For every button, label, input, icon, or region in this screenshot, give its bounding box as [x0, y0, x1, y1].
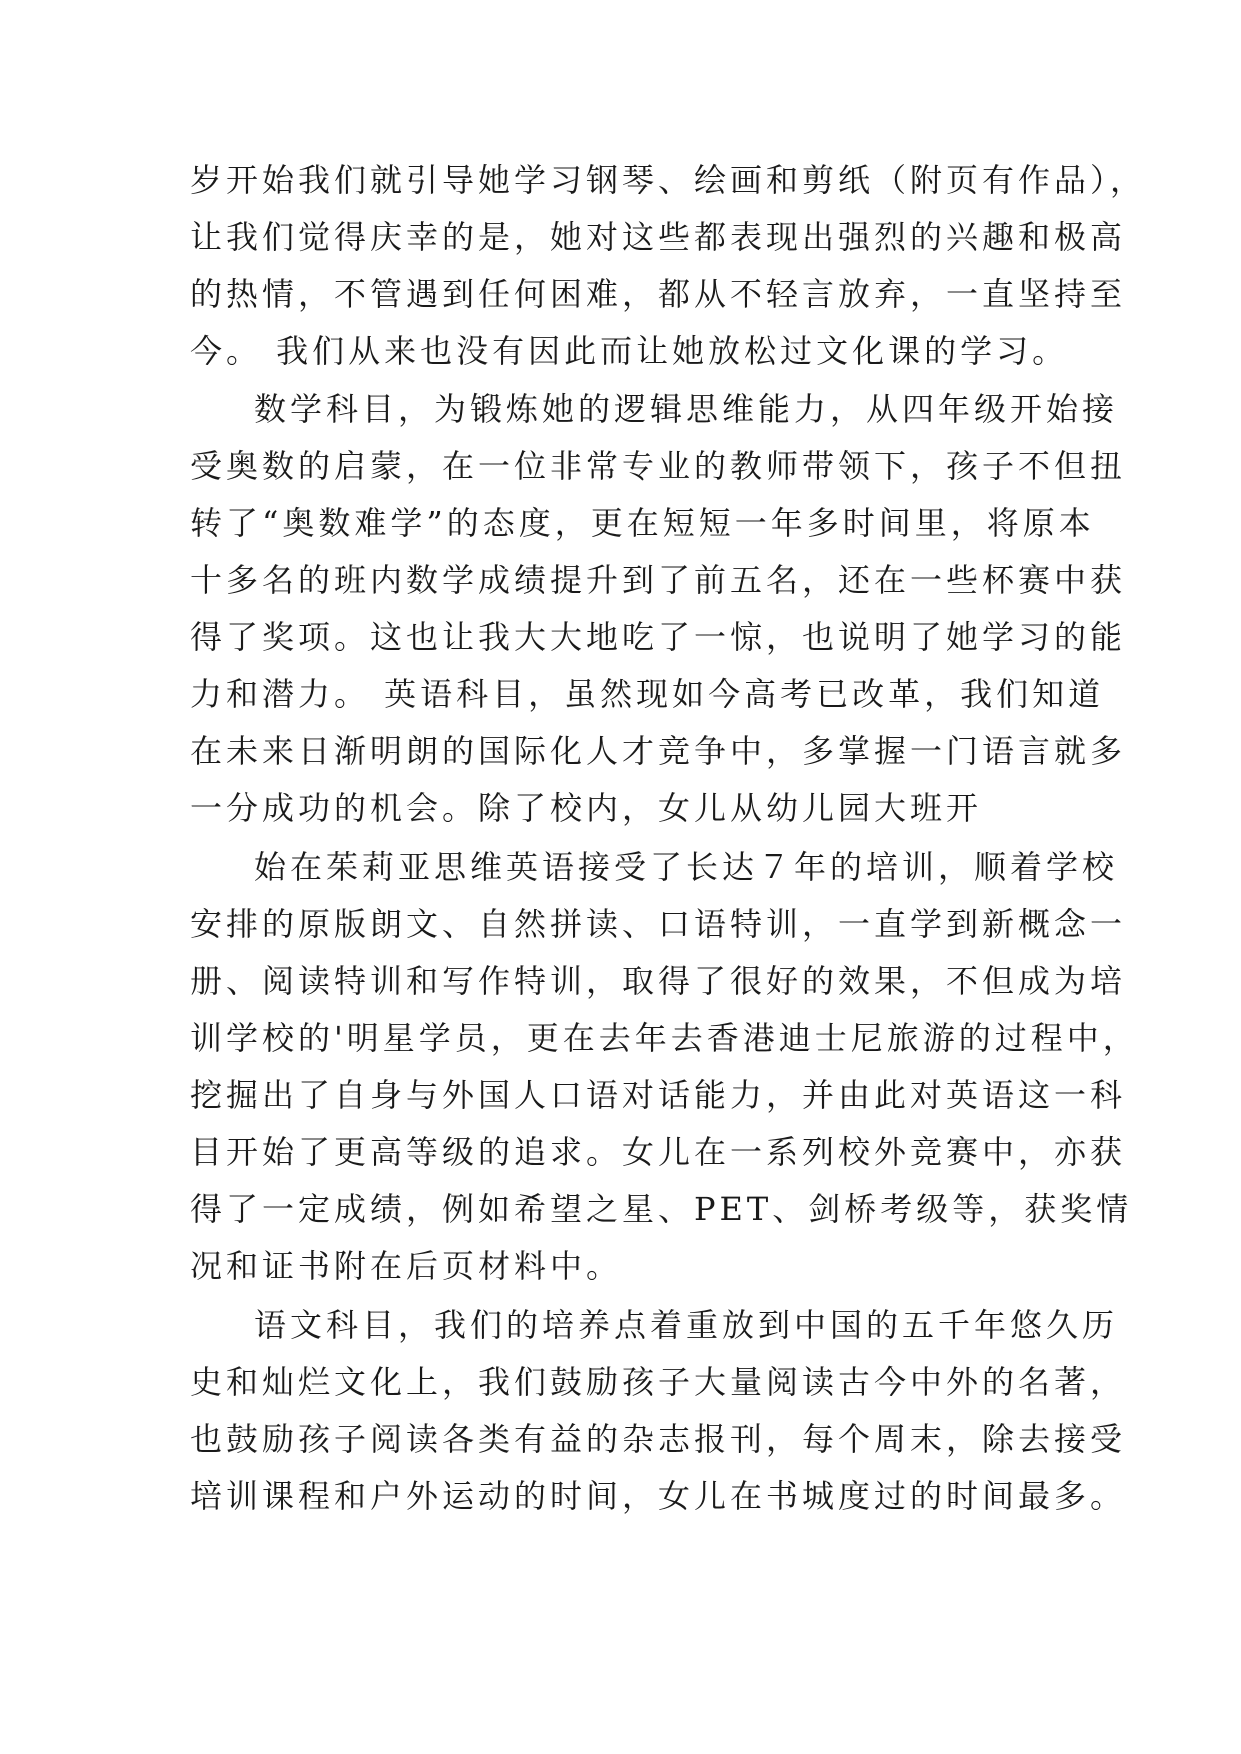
text-line: 受奥数的启蒙，在一位非常专业的教师带领下，孩子不但扭 — [190, 447, 1127, 485]
text-line: 册、阅读特训和写作特训，取得了很好的效果，不但成为培 — [190, 962, 1127, 1000]
text-line: 安排的原版朗文、自然拼读、口语特训，一直学到新概念一 — [190, 905, 1127, 943]
text-line: 今。 我们从来也没有因此而让她放松过文化课的学习。 — [190, 332, 1069, 370]
text-line: 训学校的'明星学员，更在去年去香港迪士尼旅游的过程中， — [190, 1019, 1139, 1057]
text-line: 让我们觉得庆幸的是，她对这些都表现出强烈的兴趣和极高 — [190, 218, 1127, 256]
text-line: 岁开始我们就引导她学习钢琴、绘画和剪纸（附页有作品）， — [190, 161, 1147, 199]
text-line: 十多名的班内数学成绩提升到了前五名，还在一些杯赛中获 — [190, 561, 1127, 599]
text-line: 转了“奥数难学”的态度，更在短短一年多时间里，将原本 — [190, 504, 1095, 542]
text-line: 史和灿烂文化上，我们鼓励孩子大量阅读古今中外的名著， — [190, 1363, 1127, 1401]
text-line: 力和潜力。 英语科目，虽然现如今高考已改革，我们知道 — [190, 675, 1105, 713]
paragraph-start-line: 始在茱莉亚思维英语接受了长达７年的培训，顺着学校 — [254, 848, 1119, 886]
text-line: 目开始了更高等级的追求。女儿在一系列校外竞赛中，亦获 — [190, 1133, 1127, 1171]
text-line: 培训课程和户外运动的时间，女儿在书城度过的时间最多。 — [190, 1477, 1127, 1515]
text-line: 也鼓励孩子阅读各类有益的杂志报刊，每个周末，除去接受 — [190, 1420, 1127, 1458]
text-line: 挖掘出了自身与外国人口语对话能力，并由此对英语这一科 — [190, 1076, 1127, 1114]
paragraph-start-line: 语文科目，我们的培养点着重放到中国的五千年悠久历 — [254, 1306, 1119, 1344]
text-line: 的热情，不管遇到任何困难，都从不轻言放弃，一直坚持至 — [190, 275, 1127, 313]
text-line: 况和证书附在后页材料中。 — [190, 1247, 623, 1285]
text-line: 得了奖项。这也让我大大地吃了一惊，也说明了她学习的能 — [190, 618, 1127, 656]
text-line: 在未来日渐明朗的国际化人才竞争中，多掌握一门语言就多 — [190, 732, 1127, 770]
paragraph-start-line: 数学科目，为锻炼她的逻辑思维能力，从四年级开始接 — [254, 390, 1119, 428]
text-line: 一分成功的机会。除了校内，女儿从幼儿园大班开 — [190, 789, 983, 827]
text-line: 得了一定成绩，例如希望之星、PET、剑桥考级等，获奖情 — [190, 1190, 1133, 1228]
